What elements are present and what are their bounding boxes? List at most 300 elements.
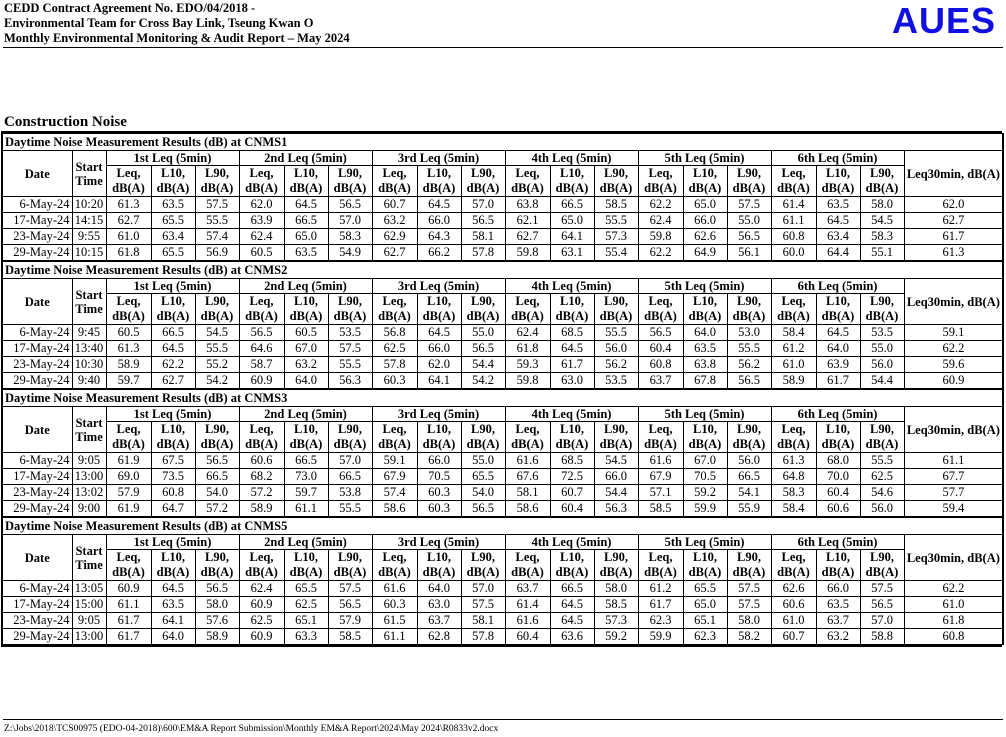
value-cell: 64.5 <box>151 581 195 597</box>
start-time-cell: 13:00 <box>72 469 106 485</box>
value-cell: 57.0 <box>328 213 372 229</box>
date-cell: 29-May-24 <box>2 245 72 261</box>
value-cell: 68.5 <box>550 325 594 341</box>
start-time-header-label: Start Time <box>75 159 103 188</box>
start-time-cell: 9:05 <box>72 453 106 469</box>
l90-subheader <box>461 550 505 581</box>
table-row <box>2 469 1003 485</box>
leq30min-header: Leq30min, dB(A) <box>904 151 1003 197</box>
table-row <box>2 581 1003 597</box>
l90-subheader <box>328 422 372 453</box>
value-cell: 58.1 <box>461 229 505 245</box>
value-cell: 59.7 <box>106 373 151 389</box>
start-time-header <box>72 407 106 453</box>
value-cell: 56.0 <box>860 357 904 373</box>
value-cell: 63.8 <box>683 357 727 373</box>
value-cell: 66.2 <box>417 245 461 261</box>
value-cell: 56.5 <box>860 597 904 613</box>
l10-subheader <box>550 550 594 581</box>
value-cell: 56.5 <box>195 581 239 597</box>
date-cell: 29-May-24 <box>2 629 72 645</box>
subheader-label: L10, dB(A) <box>422 294 456 323</box>
date-cell: 17-May-24 <box>2 213 72 229</box>
leq30min-header: Leq30min, dB(A) <box>904 279 1003 325</box>
date-cell: 6-May-24 <box>2 197 72 213</box>
leq30min-header: Leq30min, dB(A) <box>904 407 1003 453</box>
leq30min-cell: 62.7 <box>904 213 1003 229</box>
start-time-header <box>72 151 106 197</box>
value-cell: 70.0 <box>816 469 860 485</box>
value-cell: 62.6 <box>771 581 816 597</box>
station-title: Daytime Noise Measurement Results (dB) at CNMS1 <box>2 134 1003 151</box>
value-cell: 57.0 <box>461 581 505 597</box>
table-row <box>2 629 1003 645</box>
table-row <box>2 613 1003 629</box>
value-cell: 55.5 <box>860 453 904 469</box>
value-cell: 62.4 <box>505 325 550 341</box>
value-cell: 54.0 <box>461 485 505 501</box>
l10-subheader <box>284 294 328 325</box>
leq-subheader <box>106 294 151 325</box>
value-cell: 66.5 <box>550 581 594 597</box>
date-cell: 23-May-24 <box>2 229 72 245</box>
l10-subheader <box>284 166 328 197</box>
footer-file-path: Z:\Jobs\2018\TCS00975 (EDO-04-2018)\600\EM&A Report Submission\Monthly EM&A Report\2024\May 2024\R0833v2.docx <box>4 724 499 734</box>
leq-group-header: 6th Leq (5min) <box>771 151 904 166</box>
value-cell: 62.0 <box>417 357 461 373</box>
leq-subheader <box>505 166 550 197</box>
leq30min-cell: 60.8 <box>904 629 1003 645</box>
value-cell: 68.0 <box>816 453 860 469</box>
value-cell: 64.5 <box>417 197 461 213</box>
date-cell: 23-May-24 <box>2 357 72 373</box>
value-cell: 58.7 <box>239 357 284 373</box>
l90-subheader <box>860 294 904 325</box>
value-cell: 58.9 <box>771 373 816 389</box>
l90-subheader <box>461 294 505 325</box>
subheader-label: L10, dB(A) <box>821 422 855 451</box>
leq-subheader <box>771 422 816 453</box>
leq-group-header: 5th Leq (5min) <box>638 151 771 166</box>
value-cell: 64.5 <box>550 341 594 357</box>
table-row <box>2 501 1003 517</box>
leq30min-header: Leq30min, dB(A) <box>904 535 1003 581</box>
l90-subheader <box>860 166 904 197</box>
start-time-header-label: Start Time <box>75 415 103 444</box>
value-cell: 56.0 <box>594 341 638 357</box>
subheader-label: Leq, dB(A) <box>511 550 544 579</box>
l90-subheader <box>727 294 771 325</box>
subheader-label: L90, dB(A) <box>333 166 367 195</box>
value-cell: 62.0 <box>239 197 284 213</box>
value-cell: 57.5 <box>461 597 505 613</box>
value-cell: 64.5 <box>550 613 594 629</box>
leq-group-header: 4th Leq (5min) <box>505 151 638 166</box>
value-cell: 58.4 <box>771 501 816 517</box>
value-cell: 59.2 <box>683 485 727 501</box>
subheader-label: Leq, dB(A) <box>112 422 145 451</box>
aues-logo: AUES <box>891 0 996 41</box>
value-cell: 58.9 <box>106 357 151 373</box>
l90-subheader <box>328 166 372 197</box>
value-cell: 63.5 <box>816 597 860 613</box>
leq-subheader <box>372 550 417 581</box>
value-cell: 59.8 <box>505 245 550 261</box>
value-cell: 60.3 <box>417 485 461 501</box>
l90-subheader <box>727 422 771 453</box>
value-cell: 67.9 <box>638 469 683 485</box>
value-cell: 57.2 <box>195 501 239 517</box>
leq-subheader <box>771 294 816 325</box>
leq-subheader <box>239 166 284 197</box>
l10-subheader <box>417 422 461 453</box>
leq-group-header: 3rd Leq (5min) <box>372 151 505 166</box>
value-cell: 63.3 <box>284 629 328 645</box>
date-cell: 6-May-24 <box>2 453 72 469</box>
leq-subheader <box>106 422 151 453</box>
start-time-cell: 10:30 <box>72 357 106 373</box>
subheader-label: L90, dB(A) <box>865 550 899 579</box>
value-cell: 59.7 <box>284 485 328 501</box>
section-title: Construction Noise <box>4 114 127 130</box>
leq-group-header: 4th Leq (5min) <box>505 407 638 422</box>
leq-group-header: 5th Leq (5min) <box>638 407 771 422</box>
value-cell: 60.8 <box>771 229 816 245</box>
subheader-label: L90, dB(A) <box>599 422 633 451</box>
value-cell: 58.3 <box>771 485 816 501</box>
subheader-label: Leq, dB(A) <box>245 294 278 323</box>
value-cell: 62.5 <box>860 469 904 485</box>
value-cell: 65.5 <box>461 469 505 485</box>
leq-group-header: 4th Leq (5min) <box>505 279 638 294</box>
value-cell: 65.5 <box>284 581 328 597</box>
value-cell: 61.0 <box>771 613 816 629</box>
subheader-label: L90, dB(A) <box>200 166 234 195</box>
l10-subheader <box>683 550 727 581</box>
start-time-header <box>72 279 106 325</box>
leq-group-header: 1st Leq (5min) <box>106 407 239 422</box>
subheader-label: L90, dB(A) <box>333 422 367 451</box>
value-cell: 63.5 <box>151 197 195 213</box>
start-time-cell: 10:20 <box>72 197 106 213</box>
value-cell: 64.5 <box>151 341 195 357</box>
station-title: Daytime Noise Measurement Results (dB) at CNMS5 <box>2 518 1003 535</box>
value-cell: 66.5 <box>328 469 372 485</box>
station-table <box>1 261 1004 389</box>
subheader-label: L10, dB(A) <box>422 422 456 451</box>
l90-subheader <box>328 294 372 325</box>
l10-subheader <box>683 422 727 453</box>
value-cell: 55.5 <box>594 213 638 229</box>
value-cell: 54.4 <box>461 357 505 373</box>
value-cell: 62.5 <box>239 613 284 629</box>
leq-subheader <box>638 166 683 197</box>
noise-results-tables <box>1 131 1002 647</box>
subheader-label: L10, dB(A) <box>156 294 190 323</box>
subheader-label: Leq, dB(A) <box>777 166 810 195</box>
value-cell: 67.6 <box>505 469 550 485</box>
table-row <box>2 373 1003 389</box>
value-cell: 57.9 <box>106 485 151 501</box>
value-cell: 61.5 <box>372 613 417 629</box>
start-time-cell: 15:00 <box>72 597 106 613</box>
value-cell: 60.3 <box>417 501 461 517</box>
value-cell: 58.5 <box>594 597 638 613</box>
leq30min-cell: 62.0 <box>904 197 1003 213</box>
l10-subheader <box>550 166 594 197</box>
value-cell: 57.5 <box>860 581 904 597</box>
value-cell: 64.9 <box>683 245 727 261</box>
subheader-label: L90, dB(A) <box>333 294 367 323</box>
leq-subheader <box>505 550 550 581</box>
subheader-label: L90, dB(A) <box>599 166 633 195</box>
value-cell: 54.1 <box>727 485 771 501</box>
value-cell: 55.4 <box>594 245 638 261</box>
station-table <box>1 389 1004 517</box>
value-cell: 61.7 <box>106 613 151 629</box>
value-cell: 57.4 <box>195 229 239 245</box>
value-cell: 61.1 <box>106 597 151 613</box>
value-cell: 55.5 <box>727 341 771 357</box>
value-cell: 57.5 <box>328 581 372 597</box>
l90-subheader <box>594 550 638 581</box>
l10-subheader <box>417 166 461 197</box>
subheader-label: L10, dB(A) <box>688 422 722 451</box>
value-cell: 55.5 <box>328 501 372 517</box>
start-time-header <box>72 535 106 581</box>
value-cell: 60.4 <box>550 501 594 517</box>
value-cell: 58.5 <box>594 197 638 213</box>
value-cell: 57.5 <box>727 197 771 213</box>
value-cell: 61.1 <box>771 213 816 229</box>
start-time-cell: 9:45 <box>72 325 106 341</box>
value-cell: 60.5 <box>284 325 328 341</box>
leq-subheader <box>638 550 683 581</box>
table-row <box>2 325 1003 341</box>
l90-subheader <box>594 422 638 453</box>
value-cell: 60.7 <box>550 485 594 501</box>
start-time-cell: 13:40 <box>72 341 106 357</box>
subheader-label: L90, dB(A) <box>732 422 766 451</box>
value-cell: 63.2 <box>816 629 860 645</box>
value-cell: 55.0 <box>461 325 505 341</box>
leq-group-header: 2nd Leq (5min) <box>239 535 372 550</box>
value-cell: 66.0 <box>683 213 727 229</box>
start-time-cell: 13:00 <box>72 629 106 645</box>
value-cell: 72.5 <box>550 469 594 485</box>
value-cell: 56.1 <box>727 245 771 261</box>
leq30min-cell: 61.3 <box>904 245 1003 261</box>
subheader-label: L10, dB(A) <box>555 294 589 323</box>
start-time-cell: 9:05 <box>72 613 106 629</box>
value-cell: 56.3 <box>328 373 372 389</box>
table-row <box>2 197 1003 213</box>
date-header: Date <box>2 535 72 581</box>
value-cell: 60.9 <box>239 373 284 389</box>
value-cell: 61.2 <box>638 581 683 597</box>
subheader-label: Leq, dB(A) <box>245 422 278 451</box>
leq30min-cell: 61.1 <box>904 453 1003 469</box>
subheader-label: L10, dB(A) <box>422 166 456 195</box>
value-cell: 61.9 <box>106 453 151 469</box>
value-cell: 57.5 <box>195 197 239 213</box>
value-cell: 57.3 <box>594 613 638 629</box>
value-cell: 58.1 <box>505 485 550 501</box>
value-cell: 63.2 <box>372 213 417 229</box>
value-cell: 54.5 <box>860 213 904 229</box>
value-cell: 66.5 <box>550 197 594 213</box>
leq30min-cell: 60.9 <box>904 373 1003 389</box>
start-time-cell: 13:05 <box>72 581 106 597</box>
value-cell: 53.5 <box>594 373 638 389</box>
value-cell: 60.3 <box>372 597 417 613</box>
date-cell: 17-May-24 <box>2 469 72 485</box>
leq-group-header: 5th Leq (5min) <box>638 279 771 294</box>
value-cell: 56.5 <box>461 501 505 517</box>
value-cell: 61.3 <box>771 453 816 469</box>
value-cell: 56.5 <box>195 453 239 469</box>
value-cell: 61.7 <box>816 373 860 389</box>
value-cell: 57.8 <box>461 245 505 261</box>
leq30min-cell: 61.0 <box>904 597 1003 613</box>
value-cell: 62.7 <box>372 245 417 261</box>
value-cell: 56.2 <box>594 357 638 373</box>
value-cell: 62.8 <box>417 629 461 645</box>
subheader-label: L10, dB(A) <box>688 166 722 195</box>
l90-subheader <box>461 422 505 453</box>
table-row <box>2 357 1003 373</box>
header-line-2: Environmental Team for Cross Bay Link, Tseung Kwan O <box>4 16 314 30</box>
value-cell: 64.0 <box>683 325 727 341</box>
value-cell: 57.9 <box>328 613 372 629</box>
leq-group-header: 6th Leq (5min) <box>771 407 904 422</box>
value-cell: 62.4 <box>239 229 284 245</box>
value-cell: 66.0 <box>417 453 461 469</box>
l10-subheader <box>816 294 860 325</box>
leq-group-header: 2nd Leq (5min) <box>239 407 372 422</box>
l90-subheader <box>860 550 904 581</box>
value-cell: 61.2 <box>771 341 816 357</box>
value-cell: 63.4 <box>816 229 860 245</box>
value-cell: 62.3 <box>638 613 683 629</box>
value-cell: 68.5 <box>550 453 594 469</box>
value-cell: 60.6 <box>816 501 860 517</box>
value-cell: 67.5 <box>151 453 195 469</box>
l10-subheader <box>550 422 594 453</box>
value-cell: 54.6 <box>860 485 904 501</box>
start-time-cell: 9:55 <box>72 229 106 245</box>
value-cell: 60.5 <box>106 325 151 341</box>
l90-subheader <box>195 166 239 197</box>
value-cell: 64.1 <box>417 373 461 389</box>
leq-group-header: 1st Leq (5min) <box>106 279 239 294</box>
leq-group-header: 1st Leq (5min) <box>106 151 239 166</box>
table-row <box>2 453 1003 469</box>
value-cell: 59.8 <box>505 373 550 389</box>
start-time-cell: 14:15 <box>72 213 106 229</box>
value-cell: 60.9 <box>239 629 284 645</box>
leq30min-cell: 59.6 <box>904 357 1003 373</box>
value-cell: 66.0 <box>417 341 461 357</box>
value-cell: 66.5 <box>195 469 239 485</box>
value-cell: 63.4 <box>151 229 195 245</box>
l10-subheader <box>683 166 727 197</box>
leq-group-header: 3rd Leq (5min) <box>372 407 505 422</box>
subheader-label: Leq, dB(A) <box>378 550 411 579</box>
value-cell: 65.1 <box>683 613 727 629</box>
value-cell: 66.5 <box>151 325 195 341</box>
value-cell: 56.5 <box>328 197 372 213</box>
table-row <box>2 485 1003 501</box>
value-cell: 63.6 <box>550 629 594 645</box>
value-cell: 57.4 <box>372 485 417 501</box>
value-cell: 58.0 <box>860 197 904 213</box>
value-cell: 73.0 <box>284 469 328 485</box>
subheader-label: L10, dB(A) <box>688 294 722 323</box>
l90-subheader <box>860 422 904 453</box>
l10-subheader <box>816 422 860 453</box>
value-cell: 61.6 <box>505 453 550 469</box>
date-cell: 23-May-24 <box>2 613 72 629</box>
value-cell: 64.7 <box>151 501 195 517</box>
subheader-label: Leq, dB(A) <box>112 550 145 579</box>
subheader-label: L10, dB(A) <box>821 294 855 323</box>
subheader-label: Leq, dB(A) <box>112 294 145 323</box>
value-cell: 64.5 <box>417 325 461 341</box>
value-cell: 59.2 <box>594 629 638 645</box>
value-cell: 58.6 <box>505 501 550 517</box>
table-row <box>2 597 1003 613</box>
value-cell: 57.8 <box>372 357 417 373</box>
value-cell: 56.3 <box>594 501 638 517</box>
leq-group-header: 3rd Leq (5min) <box>372 279 505 294</box>
subheader-label: Leq, dB(A) <box>511 166 544 195</box>
value-cell: 56.5 <box>638 325 683 341</box>
subheader-label: L10, dB(A) <box>555 422 589 451</box>
value-cell: 55.2 <box>195 357 239 373</box>
value-cell: 63.7 <box>816 613 860 629</box>
value-cell: 65.5 <box>151 245 195 261</box>
subheader-label: L10, dB(A) <box>555 550 589 579</box>
l10-subheader <box>151 550 195 581</box>
value-cell: 55.0 <box>461 453 505 469</box>
leq30min-cell: 61.7 <box>904 229 1003 245</box>
l90-subheader <box>195 294 239 325</box>
date-cell: 17-May-24 <box>2 597 72 613</box>
value-cell: 59.3 <box>505 357 550 373</box>
subheader-label: L90, dB(A) <box>333 550 367 579</box>
value-cell: 57.5 <box>328 341 372 357</box>
value-cell: 66.0 <box>417 213 461 229</box>
value-cell: 62.9 <box>372 229 417 245</box>
leq-group-header: 2nd Leq (5min) <box>239 151 372 166</box>
value-cell: 63.5 <box>284 245 328 261</box>
station-title: Daytime Noise Measurement Results (dB) at CNMS2 <box>2 262 1003 279</box>
value-cell: 60.8 <box>151 485 195 501</box>
leq-group-header: 4th Leq (5min) <box>505 535 638 550</box>
leq30min-cell: 57.7 <box>904 485 1003 501</box>
l10-subheader <box>816 550 860 581</box>
leq-subheader <box>239 550 284 581</box>
subheader-label: L90, dB(A) <box>865 422 899 451</box>
l10-subheader <box>284 550 328 581</box>
value-cell: 64.5 <box>816 213 860 229</box>
leq-subheader <box>372 294 417 325</box>
value-cell: 59.1 <box>372 453 417 469</box>
leq-subheader <box>372 166 417 197</box>
value-cell: 58.6 <box>372 501 417 517</box>
l90-subheader <box>195 550 239 581</box>
